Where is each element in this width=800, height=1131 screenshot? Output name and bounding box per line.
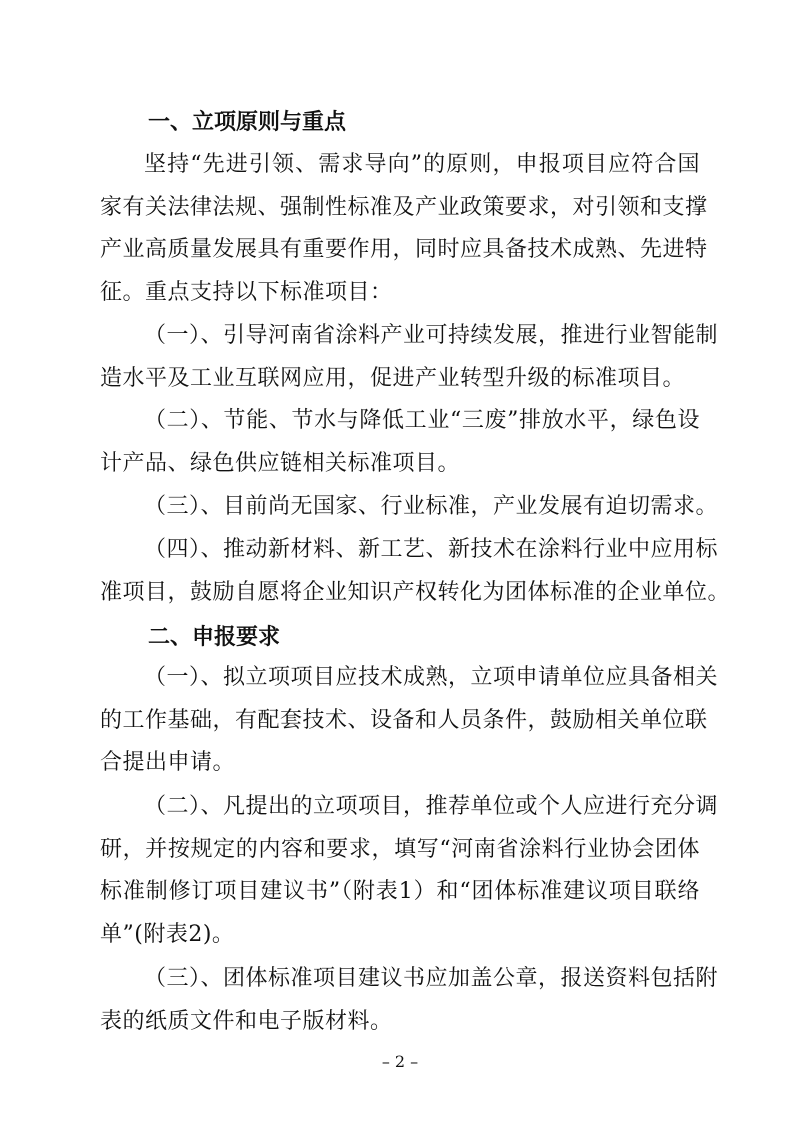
text-line: 准项目，鼓励自愿将企业知识产权转化为团体标准的企业单位。 xyxy=(100,579,731,605)
section2-heading: 二、申报要求 xyxy=(148,625,281,650)
text-line: （二）、节能、节水与降低工业“三废”排放水平，绿色设 xyxy=(144,408,700,433)
text-line: （四）、推动新材料、新工艺、新技术在涂料行业中应用标 xyxy=(144,537,719,562)
text-line: 研，并按规定的内容和要求，填写“河南省涂料行业协会团体 xyxy=(100,836,700,862)
text-line: （一）、引导河南省涂料产业可持续发展，推进行业智能制 xyxy=(144,323,719,348)
section2-item2-paragraph xyxy=(100,786,719,956)
section1-item2-paragraph xyxy=(100,400,700,485)
page-number: – 2 – xyxy=(381,1052,419,1071)
text-line: 家有关法律法规、强制性标准及产业政策要求，对引领和支撑 xyxy=(100,194,708,220)
text-line: 单”(附表2)。 xyxy=(100,921,235,947)
section2-item3-paragraph xyxy=(100,958,719,1043)
section1-item1-paragraph xyxy=(100,315,719,400)
text-line: 坚持“先进引领、需求导向”的原则，申报项目应符合国 xyxy=(144,152,700,177)
text-line: 造水平及工业互联网应用，促进产业转型升级的标准项目。 xyxy=(100,365,686,391)
section1-item3-paragraph xyxy=(100,486,719,529)
text-line: （二）、凡提出的立项项目，推荐单位或个人应进行充分调 xyxy=(144,794,719,819)
text-line: 的工作基础，有配套技术、设备和人员条件，鼓励相关单位联 xyxy=(100,707,708,733)
section1-item4-paragraph xyxy=(100,529,731,614)
text-line: 合提出申请。 xyxy=(100,750,236,775)
text-line: 标准制修订项目建议书”（附表1）和“团体标准建议项目联络 xyxy=(100,879,700,904)
text-line: 征。重点支持以下标准项目： xyxy=(100,279,393,305)
section2-item1-paragraph xyxy=(100,657,719,785)
text-line: 表的纸质文件和电子版材料。 xyxy=(100,1008,393,1034)
section1-heading: 一、立项原则与重点 xyxy=(148,110,347,135)
section1-intro-paragraph xyxy=(100,144,708,314)
text-line: 计产品、绿色供应链相关标准项目。 xyxy=(100,450,461,476)
text-line: （三）、团体标准项目建议书应加盖公章，报送资料包括附 xyxy=(144,966,719,991)
text-line: （一）、拟立项项目应技术成熟，立项申请单位应具备相关 xyxy=(144,665,719,690)
text-line: 产业高质量发展具有重要作用，同时应具备技术成熟、先进特 xyxy=(100,237,708,262)
text-line: （三）、目前尚无国家、行业标准，产业发展有迫切需求。 xyxy=(144,494,719,519)
